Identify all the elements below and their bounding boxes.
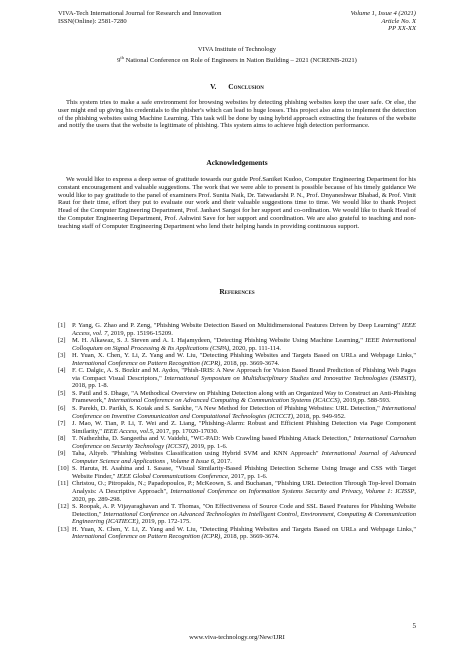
reference-authors-title: H. Yuan, X. Chen, Y. Li, Z. Yang and W. Liu, "Detecting Phishing Websites and Targets Based on URLs and Webpage Links," <box>72 525 416 533</box>
reference-number: [2] <box>58 337 66 345</box>
reference-number: [7] <box>58 420 66 428</box>
reference-number: [12] <box>58 503 69 511</box>
reference-details: , 2017, pp. 1-6. <box>227 472 268 480</box>
conference-block <box>40 46 434 65</box>
page-number: 5 <box>412 622 416 630</box>
footer-url: www.viva-technology.org/New/IJRI <box>189 634 285 641</box>
reference-item <box>58 435 416 450</box>
reference-item <box>58 420 416 435</box>
reference-details: , 2019,pp. 588-593. <box>339 397 391 405</box>
reference-number: [8] <box>58 435 66 443</box>
reference-authors-title: S. Patil and S. Dhage, "A Methodical Overview on Phishing Detection along with an Organized Way to Construct an Anti-Phishing Framework," <box>72 389 416 405</box>
reference-item <box>58 465 416 480</box>
references-heading: References <box>219 287 255 296</box>
reference-authors-title: H. Yuan, X. Chen, Y. Li, Z. Yang and W. Liu, "Detecting Phishing Websites and Targets Based on URLs and Webpage Links," <box>72 352 416 360</box>
reference-number: [1] <box>58 322 66 329</box>
reference-venue: International Conference on Information Systems Security and Privacy, Volume 1: ICISSP <box>170 488 415 496</box>
journal-issn: ISSN(Online): 2581-7280 <box>58 17 127 25</box>
reference-details: , 2017, pp. 17020-17030. <box>152 427 219 435</box>
reference-venue: International Conference on Advanced Technologies in Intelligent Control, Environment, Computing & Communication Engineering (ICATIECE) <box>72 510 416 526</box>
reference-item <box>58 367 416 390</box>
reference-item <box>58 405 416 420</box>
reference-number: [3] <box>58 352 66 360</box>
conference-ordinal: 9 <box>117 57 121 65</box>
reference-authors-title: F. C. Dalgic, A. S. Bozkir and M. Aydos, "Phish-IRIS: A New Approach for Vision Based Brand Prediction of Phishing Web Pages via Compact Visual Descriptors," <box>72 367 416 382</box>
reference-details: , 2018, pp. 1-8. <box>72 374 416 390</box>
reference-number: [5] <box>58 389 66 397</box>
article-number: Article No. X <box>381 17 416 25</box>
section-number: V. <box>210 82 217 91</box>
reference-number: [10] <box>58 465 69 473</box>
reference-details: 2017. <box>215 457 232 465</box>
reference-details: 2018, pp. 3669-3674. <box>221 359 280 367</box>
reference-authors-title: S. Haruta, H. Asahina and I. Sasase, "Visual Similarity-Based Phishing Detection Scheme Using Image and CSS with Target Website Finder," <box>72 465 416 480</box>
journal-name: VIVA-Tech International Journal for Research and Innovation <box>58 10 222 17</box>
reference-details: , 2019, pp. 172-175. <box>138 518 191 526</box>
acknowledgements-heading: Acknowledgements <box>206 158 268 167</box>
conclusion-text: This system tries to make a safe environment for browsing websites by detecting phishing websites keep the user safe. Or else, the user might end up giving his credentials to the phisher's which can lead to huge losses. This project also aims to implement the detection of the phishing websites using Machine Learning. This task will be done by using hybrid approach extracting the features of the website and notify the users that the website is legitimate of phishing. This system aims to achieve high detection performance. <box>58 99 416 130</box>
conference-name <box>40 54 434 65</box>
reference-authors-title: P. Yang, G. Zhao and P. Zeng, "Phishing Website Detection Based on Multidimensional Features Driven by Deep Learning" <box>72 322 402 329</box>
reference-venue: International Carnahan Conference on Security Technology (ICCST), <box>72 435 417 450</box>
section-title: Conclusion <box>228 82 264 91</box>
reference-details: 2019, pp. 1-6. <box>189 442 228 450</box>
reference-item <box>58 526 416 541</box>
reference-authors-title: M. H. Alkawaz, S. J. Steven and A. I. Hajamydeen, "Detecting Phishing Website Using Machine Learning," <box>72 337 366 345</box>
reference-authors-title: Christou, O.; Pitropakis, N.; Papadopoulos, P.; McKeown, S. and Buchanan, "Phishing URL Detection Through Top-level Domain Analysis: A Descriptive Approach", <box>72 480 416 496</box>
reference-number: [11] <box>58 480 69 488</box>
reference-venue: International Conference on Advanced Computing & Communication Systems (ICACCS) <box>107 397 340 405</box>
reference-details: , 2019, pp. 15196-15209. <box>107 329 173 337</box>
reference-details: 2018, pp. 3669-3674. <box>221 533 280 541</box>
reference-venue: IEEE International Colloquium on Signal Processing & Its Applications (CSPA), <box>72 337 416 352</box>
reference-venue: International Conference on Pattern Recognition (ICPR), <box>72 359 222 367</box>
issue-volume: Volume 1, Issue 4 (2021) <box>350 10 416 17</box>
reference-list <box>58 322 416 541</box>
reference-details: 2020, pp. 111-114. <box>230 344 281 352</box>
reference-venue: International Conference on Inventive Communication and Computational Technologies (ICICCT) <box>72 405 416 420</box>
reference-item <box>58 337 416 352</box>
reference-venue: IEEE Access, vol.5 <box>103 427 153 435</box>
reference-details: , 2020, pp. 289-298. <box>72 488 416 503</box>
journal-header <box>58 10 221 25</box>
reference-authors-title: Taha, Altyeb. "Phishing Websites Classification using Hybrid SVM and KNN Approach" <box>72 450 322 458</box>
reference-authors-title: T. Nathezhtha, D. Sangeetha and V. Vaidehi, "WC-PAD: Web Crawling based Phishing Attack Detection," <box>72 435 354 443</box>
acknowledgements-text: We would like to express a deep sense of gratitude towards our guide Prof.Saniket Kudoo, Computer Engineering Department for his constant encouragement and valuable suggestions. The work that we were able to present is possible because of his timely guidance We would like to pay gratitude to the panel of examiners Prof. Sunita Naik, Dr. Tatwadarshi P. N., Prof. Dnyaneshwar Bhabad, & Prof. Vinit Raut for their time, effort they put to evaluate our work and their valuable suggestions time to time. We would like to thank Project Head of the Computer Engineering Department, Prof. Janhavi Sangoi for her support and co-ordination. We would like to thank Head of the Computer Engineering Department, Prof. Ashwini Save for her support and coordination. We are also grateful to teaching and non-teaching staff of Computer Engineering Department who lend their helping hands in providing continuous support. <box>58 176 416 230</box>
issue-header <box>351 10 416 33</box>
reference-venue: International Conference on Pattern Recognition (ICPR), <box>72 533 222 541</box>
reference-authors-title: S. Parekh, D. Parikh, S. Kotak and S. Sankhe, "A New Method for Detection of Phishing Websites: URL Detection," <box>72 405 382 413</box>
reference-venue: IEEE Access, vol. 7 <box>72 322 416 337</box>
institute-name: VIVA Institute of Technology <box>197 46 277 53</box>
conference-title: National Conference on Role of Engineers in Nation Building – 2021 (NCRENB-2021) <box>123 57 357 65</box>
page-range: PP XX-XX <box>388 25 416 33</box>
reference-venue: IEEE Global Communications Conference <box>117 472 228 480</box>
reference-venue: International Journal of Advanced Computer Science and Applications , Volume 8 Issue 6, <box>72 450 416 465</box>
reference-number: [9] <box>58 450 66 458</box>
conference-ordinal-suffix: th <box>120 55 124 60</box>
reference-number: [13] <box>58 525 69 533</box>
conclusion-heading <box>40 82 434 91</box>
reference-item <box>58 390 416 405</box>
reference-item <box>58 352 416 367</box>
reference-number: [6] <box>58 405 66 413</box>
reference-details: , 2018, pp. 949-952. <box>293 412 346 420</box>
reference-venue: International Symposium on Multidisciplinary Studies and Innovative Technologies (ISMSIT) <box>164 374 415 382</box>
reference-item <box>58 450 416 465</box>
reference-item <box>58 322 416 337</box>
reference-item <box>58 503 416 526</box>
reference-item <box>58 480 416 503</box>
reference-authors-title: S. Roopak, A. P. Vijayaraghavan and T. Thomas, "On Effectiveness of Source Code and SSL Based Features for Phishing Website Detection," <box>72 503 416 518</box>
reference-number: [4] <box>58 367 66 375</box>
reference-authors-title: J. Mao, W. Tian, P. Li, T. Wei and Z. Liang, "Phishing-Alarm: Robust and Efficient Phishing Detection via Page Component Similarity," <box>72 420 416 435</box>
